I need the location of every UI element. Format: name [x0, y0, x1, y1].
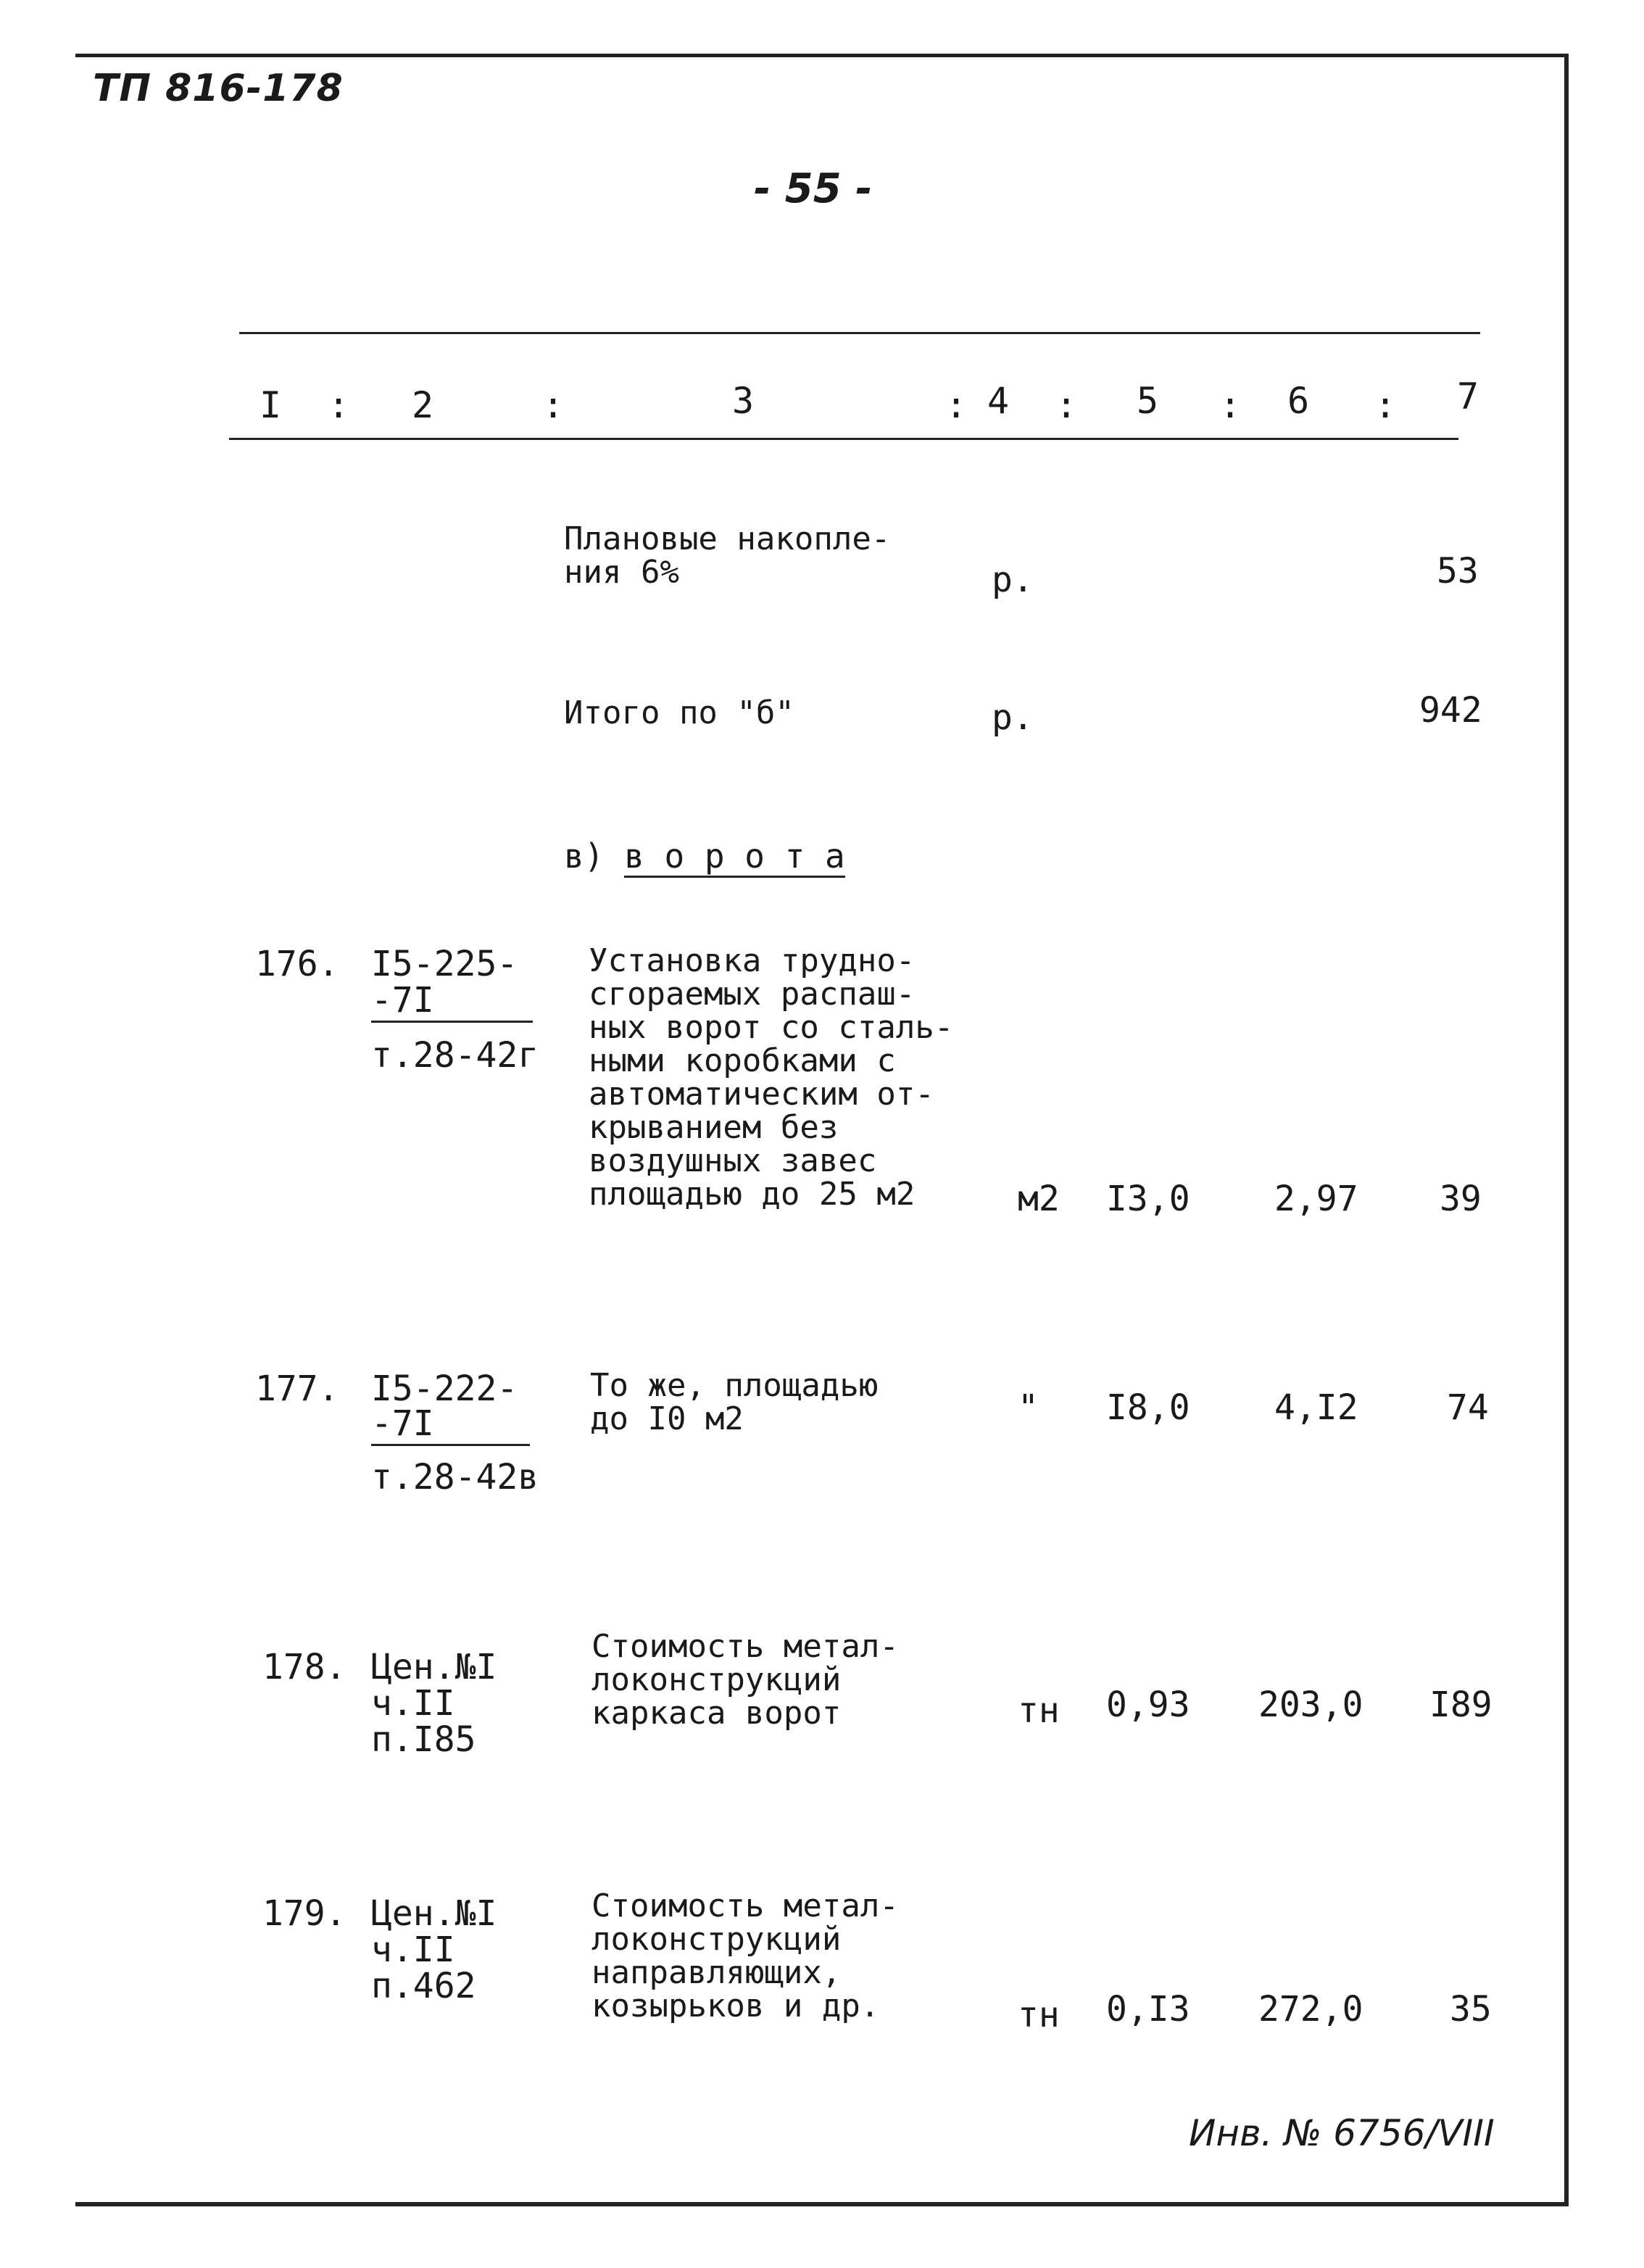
header-bottom-rule	[229, 438, 1458, 440]
col-separator: :	[328, 384, 350, 426]
row-total: 35	[1450, 1989, 1492, 2030]
row-code-line: ч.II	[371, 1683, 455, 1724]
row-desc-line: Установка трудно-	[589, 942, 916, 979]
col-separator: :	[542, 384, 565, 426]
summary-desc: Плановые накопле-	[564, 520, 891, 557]
summary-total: 53	[1437, 551, 1479, 591]
row-quantity: 0,93	[1106, 1685, 1190, 1725]
section-prefix: в)	[564, 836, 605, 876]
row-unit-price: 2,97	[1274, 1179, 1358, 1219]
row-desc-line: козырьков и др.	[591, 1987, 880, 2024]
row-unit-price: 203,0	[1258, 1685, 1363, 1725]
summary-unit: р.	[992, 560, 1034, 600]
row-desc-line: Стоимость метал-	[591, 1628, 899, 1665]
row-code-line: -7I	[371, 1403, 530, 1446]
row-desc-line: каркаса ворот	[591, 1695, 842, 1732]
row-desc-line: автоматическим от-	[589, 1076, 934, 1113]
col-header-5: 5	[1137, 380, 1159, 422]
summary-desc: ния 6%	[564, 554, 679, 591]
row-desc-line: направляющих,	[591, 1954, 842, 1991]
row-desc-line: воздушных завес	[589, 1142, 877, 1179]
row-unit: м2	[1018, 1179, 1060, 1219]
col-header-6: 6	[1287, 380, 1310, 422]
row-unit: тн	[1018, 1995, 1060, 2035]
row-quantity: I8,0	[1106, 1387, 1190, 1428]
col-header-7: 7	[1457, 375, 1479, 418]
row-desc-line: То же, площадью	[590, 1367, 879, 1404]
col-header-4: 4	[987, 380, 1010, 422]
subtotal-total: 942	[1419, 690, 1482, 731]
subtotal-desc: Итого по "б"	[564, 694, 794, 731]
row-total: 39	[1440, 1179, 1482, 1219]
row-code-line: I5-222-	[371, 1368, 518, 1409]
row-code-line: Цен.№I	[371, 1893, 497, 1934]
row-number: 178.	[262, 1647, 346, 1687]
row-desc-line: сгораемых распаш-	[589, 976, 916, 1013]
row-desc-line: площадью до 25 м2	[589, 1176, 916, 1213]
row-desc-line: крыванием без	[589, 1109, 839, 1146]
col-separator: :	[1219, 384, 1242, 426]
row-code-line: т.28-42г	[371, 1035, 539, 1076]
section-heading	[564, 836, 845, 876]
subtotal-unit: р.	[992, 697, 1034, 738]
row-desc-line: Стоимость метал-	[591, 1887, 899, 1924]
row-unit: тн	[1018, 1690, 1060, 1731]
row-code-line: т.28-42в	[371, 1457, 539, 1498]
row-desc-line: ных ворот со сталь-	[589, 1009, 954, 1046]
row-total: 74	[1447, 1387, 1489, 1428]
section-title: в о р о т а	[624, 836, 845, 878]
row-code-line: -7I	[371, 980, 533, 1023]
row-quantity: 0,I3	[1106, 1989, 1190, 2030]
col-separator: :	[945, 384, 968, 426]
page-number: - 55 -	[754, 165, 873, 212]
row-desc-line: локонструкций	[591, 1661, 842, 1698]
row-unit-price: 272,0	[1258, 1989, 1363, 2030]
row-desc-line: ными коробками с	[589, 1042, 896, 1079]
row-quantity: I3,0	[1106, 1179, 1190, 1219]
header-top-rule	[239, 332, 1480, 334]
row-number: 179.	[262, 1893, 346, 1934]
col-header-2: 2	[412, 384, 434, 426]
inventory-number: Инв. № 6756/VIII	[1189, 2112, 1495, 2154]
col-separator: :	[1055, 384, 1078, 426]
col-separator: :	[1374, 384, 1397, 426]
row-number: 176.	[255, 944, 339, 984]
row-code-line: ч.II	[371, 1930, 455, 1970]
row-code-line: п.I85	[371, 1719, 476, 1760]
row-unit: "	[1018, 1387, 1039, 1428]
row-unit-price: 4,I2	[1274, 1387, 1358, 1428]
row-desc-line: до I0 м2	[590, 1400, 744, 1437]
row-number: 177.	[255, 1368, 339, 1409]
document-code: ТП 816-178	[93, 67, 344, 110]
row-code-line: I5-225-	[371, 944, 518, 984]
row-code-line: Цен.№I	[371, 1647, 497, 1687]
col-header-3: 3	[732, 380, 755, 422]
row-code-line: п.462	[371, 1966, 476, 2006]
col-header-1: I	[260, 384, 282, 426]
row-total: I89	[1429, 1685, 1493, 1725]
row-desc-line: локонструкций	[591, 1921, 842, 1958]
